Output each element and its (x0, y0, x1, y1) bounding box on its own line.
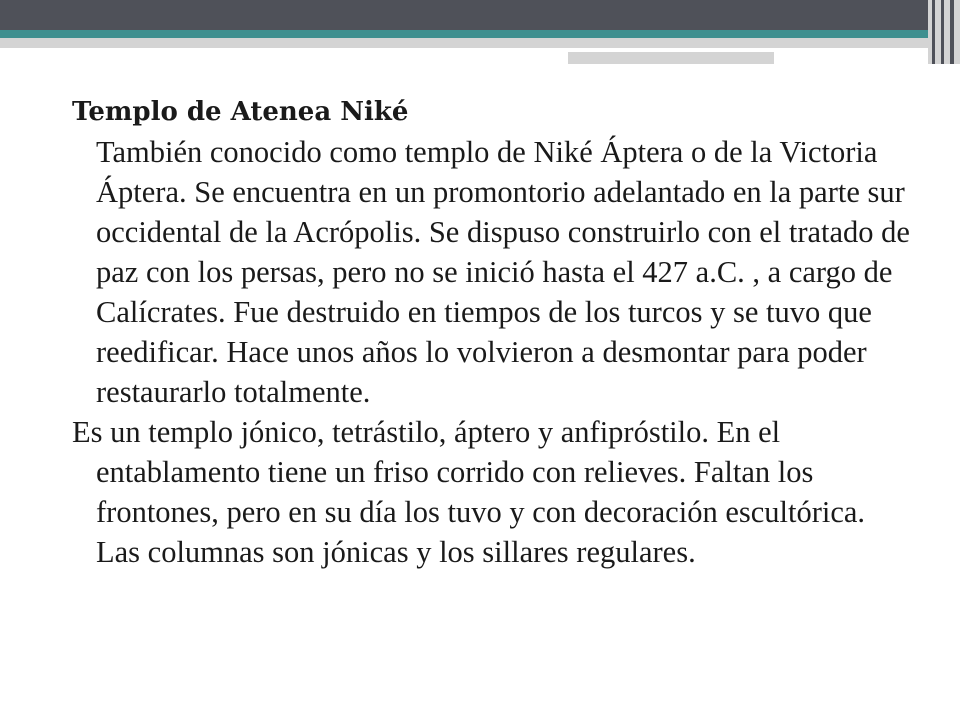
top-banner-dark-band (0, 0, 928, 30)
top-banner-white-stub (774, 52, 888, 64)
right-edge-bar (954, 0, 960, 64)
top-banner-accent-line (568, 48, 888, 51)
slide-title: Templo de Atenea Niké (72, 97, 409, 127)
architecture-paragraph: Es un templo jónico, tetrástilo, áptero y anfipróstilo. En el entablamento tiene un friso corrido con relieves. Faltan los frontones, pero en su día los tuvo y con decoración escultórica. Las columnas son jónicas y los sillares regulares. (72, 415, 866, 569)
top-banner-gray-band (0, 38, 928, 48)
description-paragraph: También conocido como templo de Niké Áptera o de la Victoria Áptera. Se encuentra en un promontorio adelantado en la parte sur occidental de la Acrópolis. Se dispuso construirlo con el tratado de paz con los persas, pero no se inició hasta el 427 a.C. , a cargo de Calícrates. Fue destruido en tiempos de los turcos y se tuvo que reedificar. Hace unos años lo volvieron a desmontar para poder restaurarlo totalmente. (96, 135, 910, 409)
slide-body (72, 92, 912, 572)
top-banner-gray-stub (568, 52, 774, 64)
top-banner-teal-band (0, 30, 928, 38)
